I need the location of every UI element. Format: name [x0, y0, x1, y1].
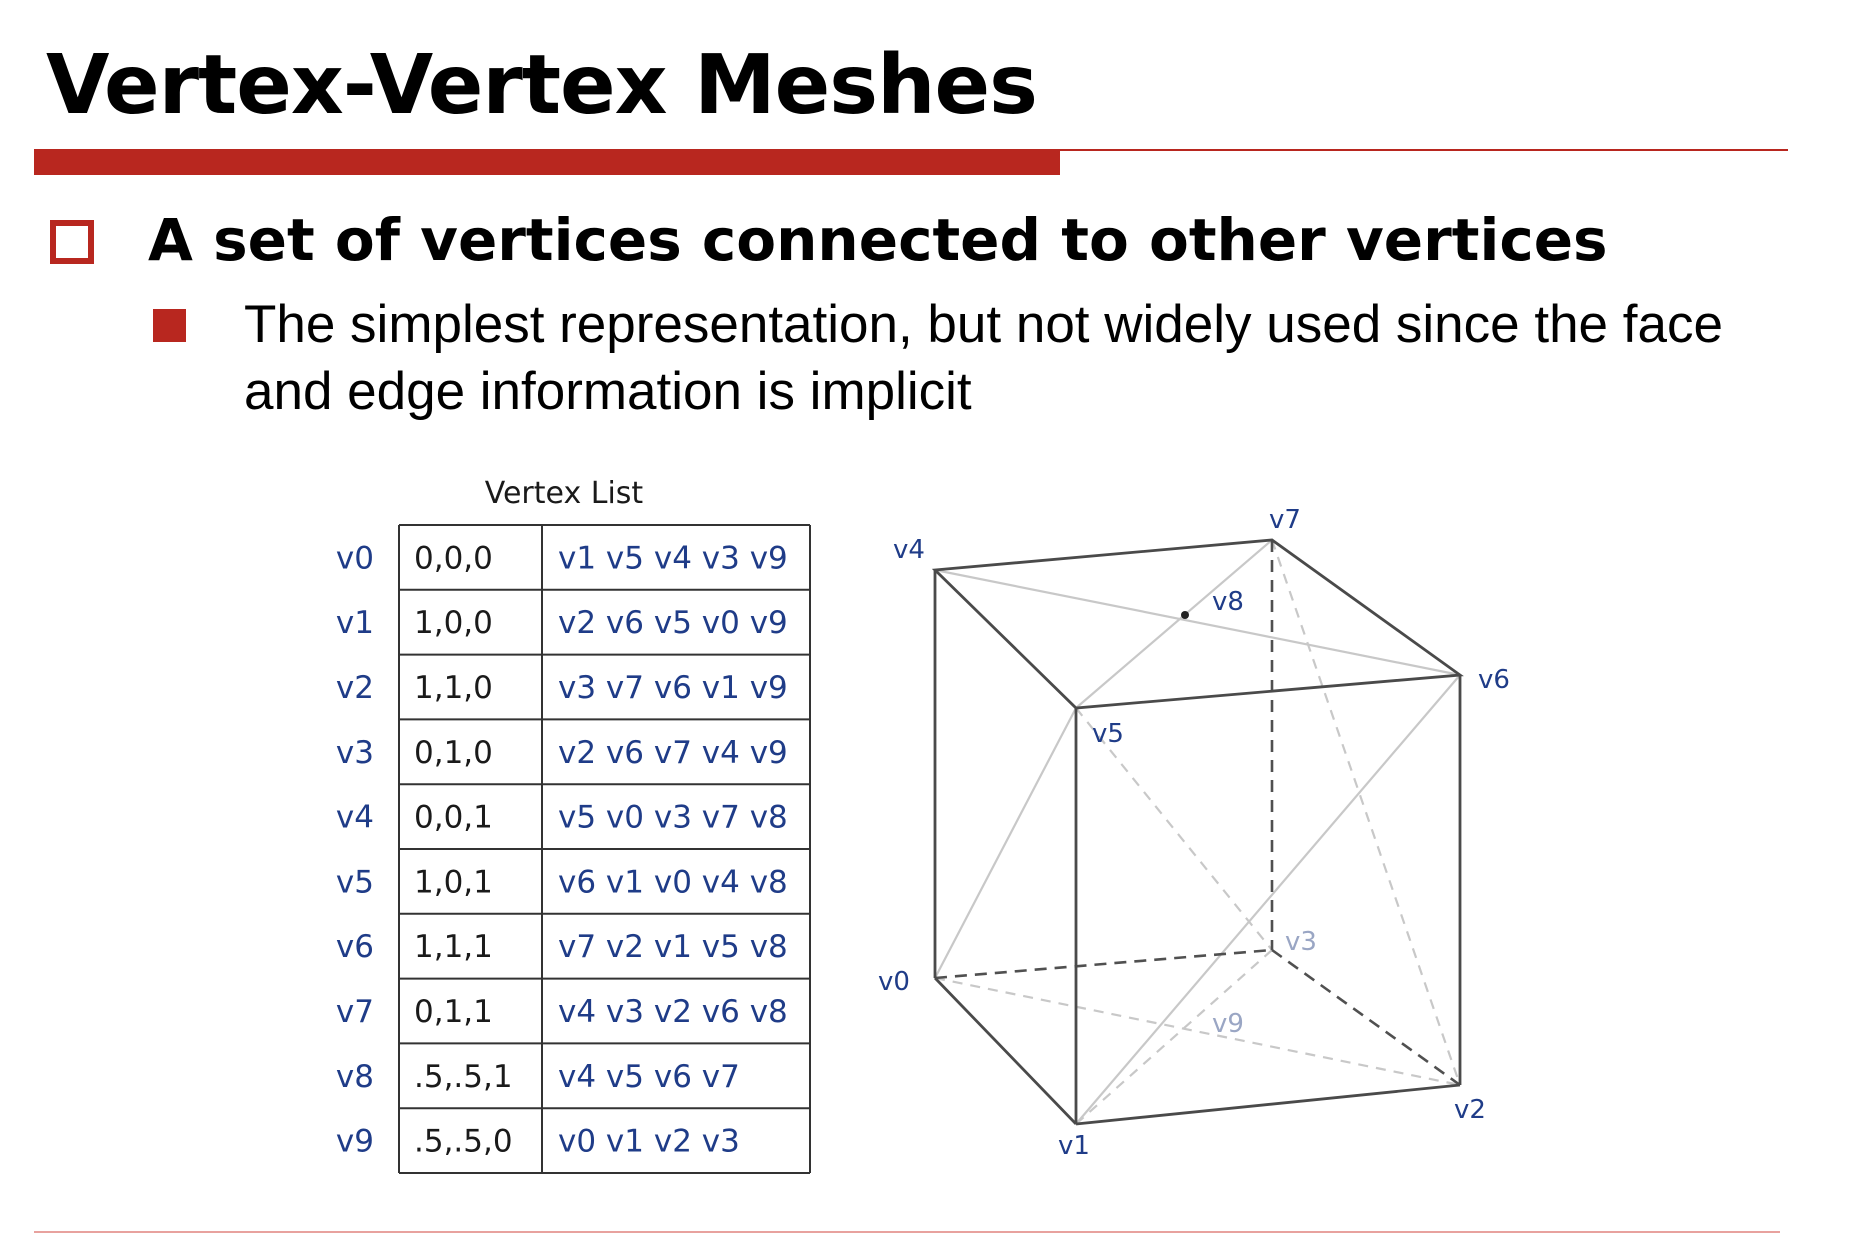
- table-row-label: v4: [335, 799, 374, 836]
- cube-label-v5: v5: [1092, 719, 1124, 749]
- table-row-label: v0: [335, 540, 374, 577]
- table-cell-coord: .5,.5,1: [414, 1058, 513, 1095]
- edge-v1-v2: [1076, 1085, 1460, 1124]
- footer-rule: [34, 1231, 1780, 1233]
- cube-label-v0: v0: [878, 967, 910, 997]
- edge-v6-v1-diagonal: [1076, 675, 1460, 1124]
- edge-v7-v5-diagonal: [1076, 540, 1272, 708]
- v8-center-dot: [1181, 611, 1189, 619]
- table-cell-adjacent: v5 v0 v3 v7 v8: [558, 799, 788, 836]
- table-cell-coord: 0,0,0: [414, 540, 493, 577]
- table-cell-adjacent: v6 v1 v0 v4 v8: [558, 864, 788, 901]
- cube-label-v6: v6: [1478, 665, 1510, 695]
- table-cell-adjacent: v0 v1 v2 v3: [558, 1123, 740, 1160]
- table-row-label: v7: [335, 994, 374, 1030]
- cube-diagram: [878, 505, 1510, 1161]
- cube-label-v4: v4: [893, 535, 925, 565]
- edge-v0-v3-hidden: [935, 950, 1272, 978]
- slide-title: Vertex-Vertex Meshes: [46, 38, 1037, 133]
- table-row-label: v8: [335, 1058, 374, 1095]
- table-row-label: v1: [335, 605, 374, 642]
- edge-v5-v0-diagonal: [935, 708, 1076, 978]
- table-cell-coord: 0,1,0: [414, 734, 493, 771]
- table-row-label: v5: [335, 864, 374, 901]
- cube-label-v8: v8: [1212, 587, 1244, 617]
- table-cell-coord: 1,1,0: [414, 670, 493, 706]
- table-cell-adjacent: v1 v5 v4 v3 v9: [558, 540, 788, 577]
- table-cell-coord: 1,0,1: [414, 864, 493, 901]
- table-row-label: v6: [335, 929, 374, 966]
- cube-label-v9: v9: [1212, 1009, 1244, 1039]
- table-row-label: v9: [335, 1123, 374, 1160]
- table-cell-coord: 1,0,0: [414, 605, 493, 642]
- table-cell-adjacent: v2 v6 v5 v0 v9: [558, 605, 788, 642]
- cube-top-face: [935, 540, 1460, 708]
- cube-label-v3: v3: [1285, 927, 1317, 957]
- vertex-list-caption: Vertex List: [484, 476, 644, 511]
- table-cell-adjacent: v4 v3 v2 v6 v8: [558, 994, 788, 1030]
- table-cell-coord: 0,0,1: [414, 799, 493, 836]
- cube-label-v7: v7: [1269, 505, 1301, 535]
- edge-v7-v2-hidden: [1272, 540, 1460, 1085]
- table-cell-coord: 1,1,1: [414, 929, 493, 966]
- table-cell-adjacent: v2 v6 v7 v4 v9: [558, 734, 788, 771]
- vertex-list-table: [336, 476, 810, 1173]
- table-row-label: v2: [335, 670, 374, 706]
- table-cell-adjacent: v4 v5 v6 v7: [558, 1058, 740, 1095]
- edge-v0-v2-hidden: [935, 978, 1460, 1085]
- table-cell-coord: 0,1,1: [414, 994, 493, 1030]
- bullet-level1-text: A set of vertices connected to other vertices: [148, 206, 1608, 274]
- bullet-level2-text: The simplest representation, but not widely used since the face and edge information is implicit: [244, 295, 1723, 421]
- edge-v0-v1: [935, 978, 1076, 1124]
- cube-label-v2: v2: [1454, 1095, 1486, 1125]
- cube-label-v1: v1: [1058, 1131, 1090, 1161]
- edge-v4-v6-diagonal: [935, 570, 1460, 675]
- table-cell-adjacent: v7 v2 v1 v5 v8: [558, 929, 788, 966]
- table-row-label: v3: [335, 734, 374, 771]
- table-cell-adjacent: v3 v7 v6 v1 v9: [558, 670, 788, 706]
- table-cell-coord: .5,.5,0: [414, 1123, 513, 1160]
